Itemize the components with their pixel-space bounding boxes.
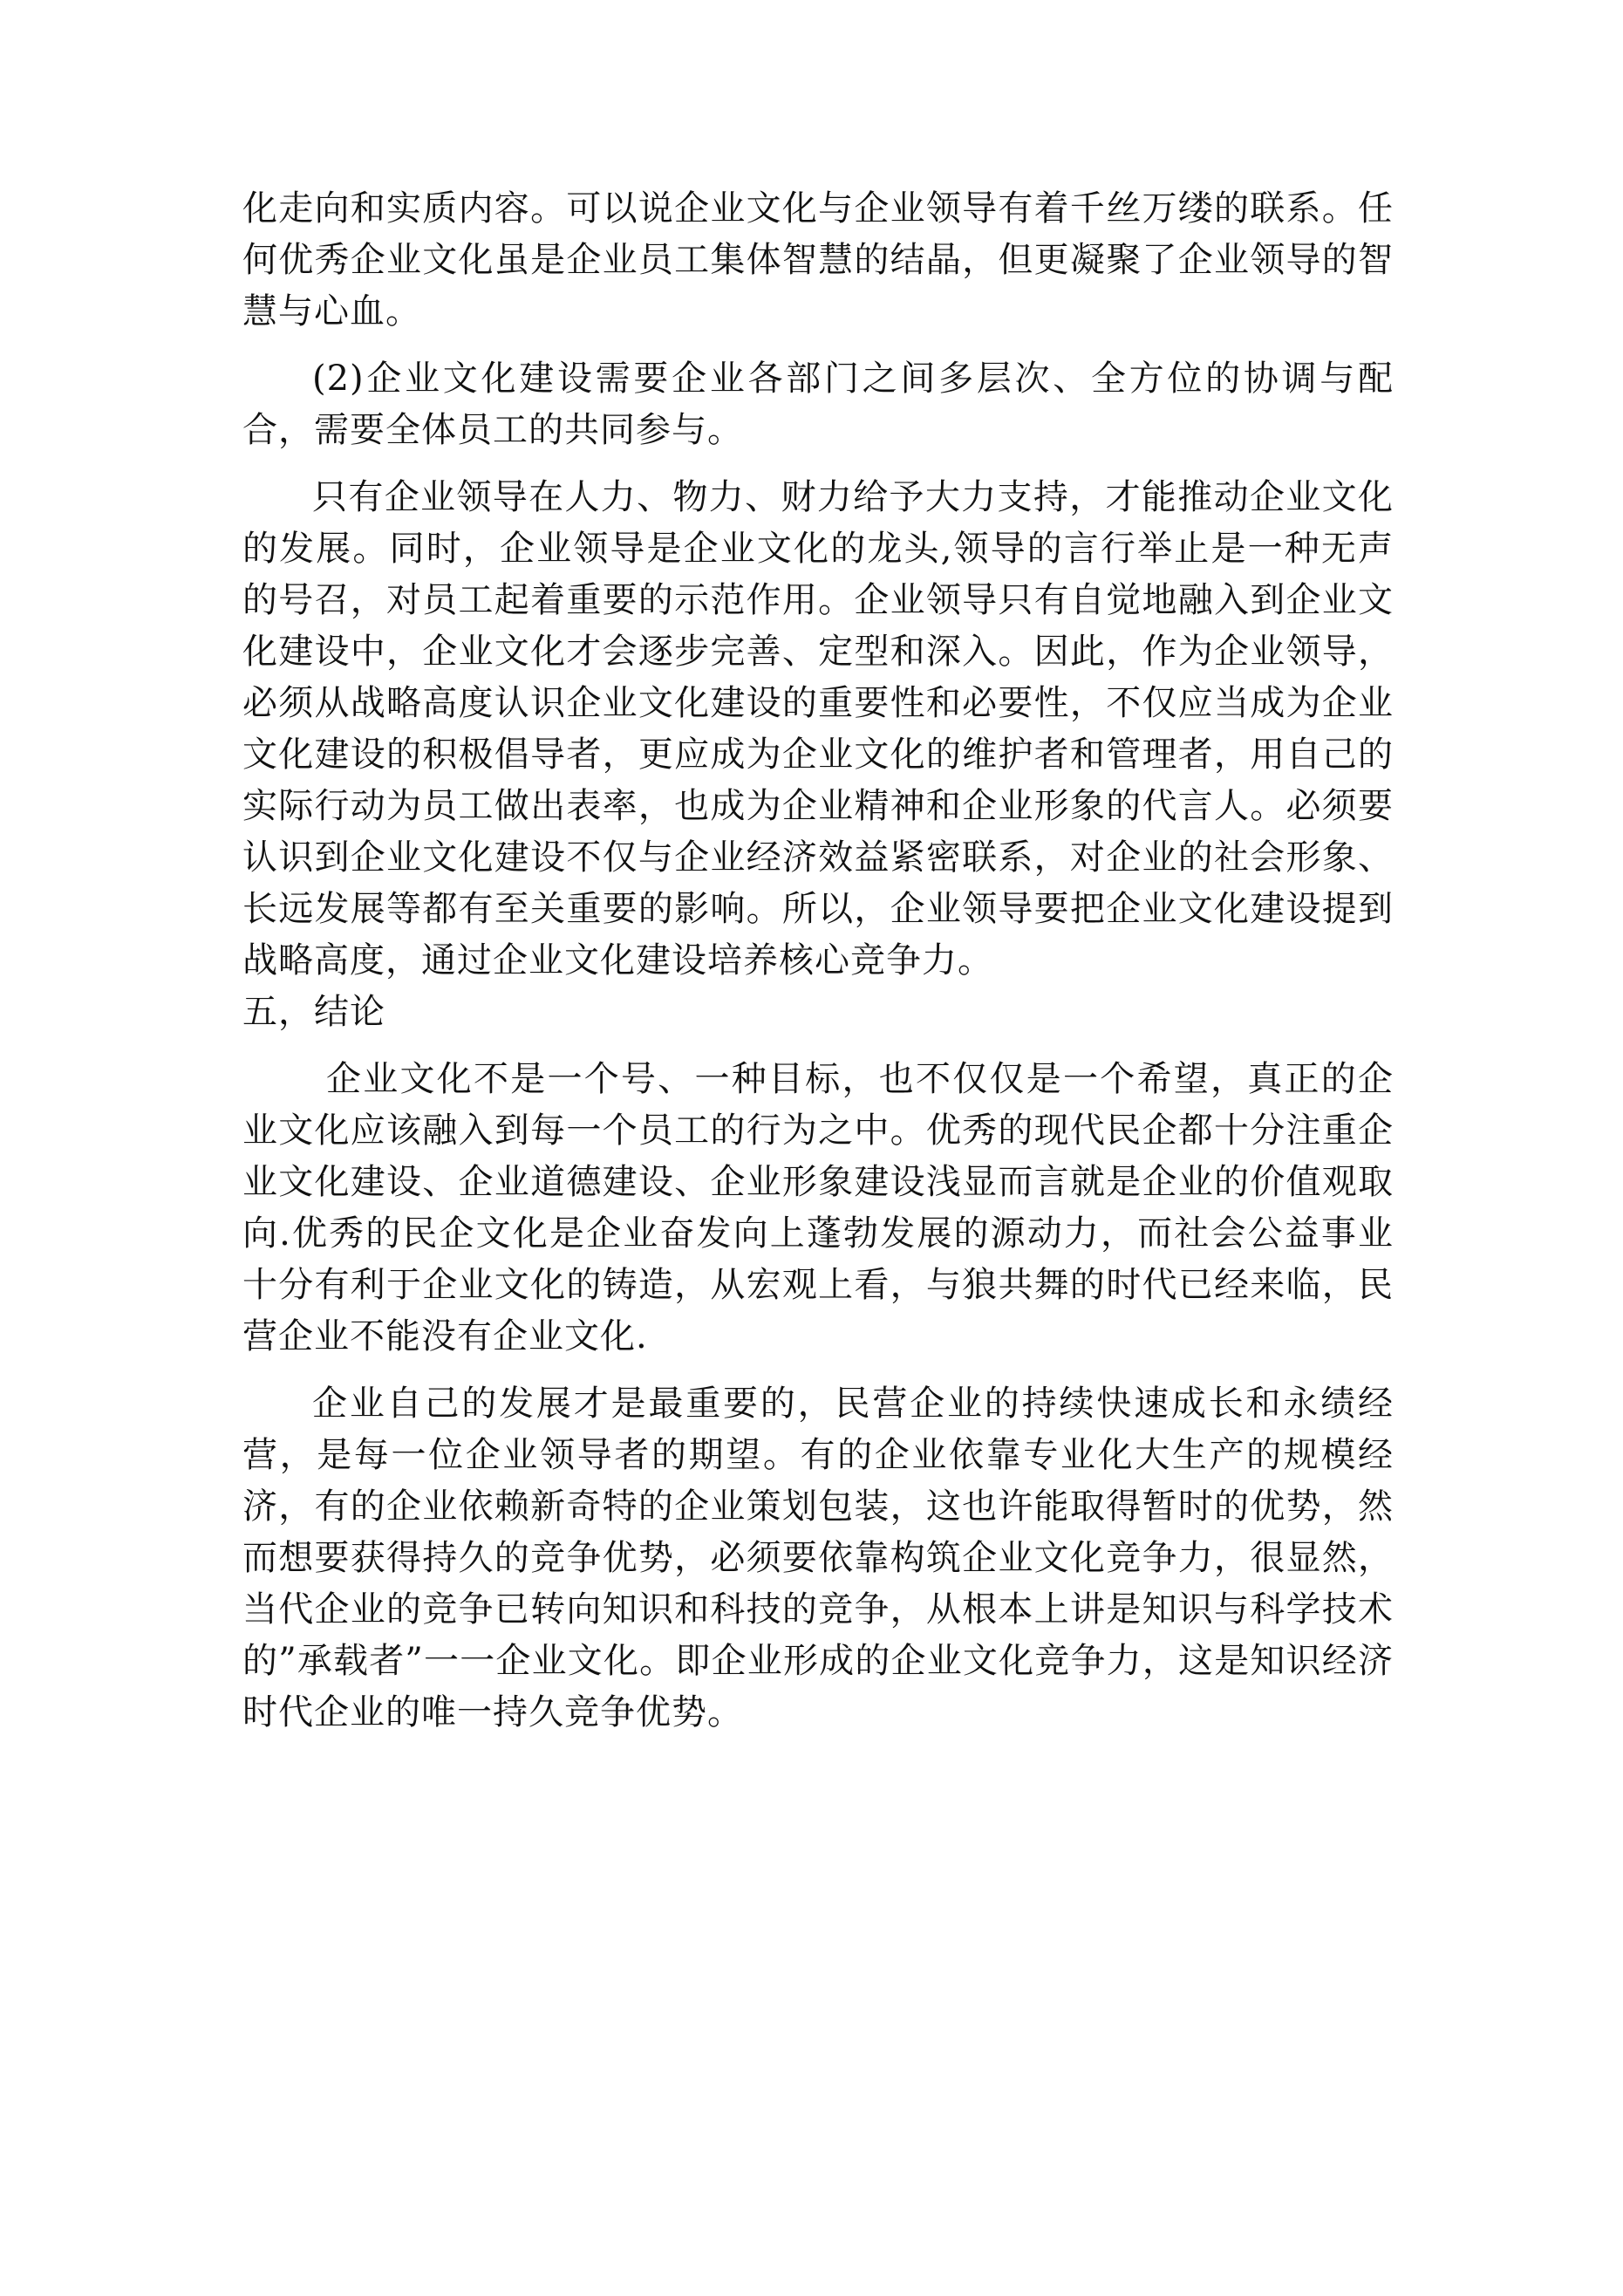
paragraph-leader-support: 只有企业领导在人力、物力、财力给予大力支持，才能推动企业文化的发展。同时，企业领导是企业文化的龙头,领导的言行举止是一种无声的号召，对员工起着重要的示范作用。企业领导只有自觉地融入到企业文化建设中，企业文化才会逐步完善、定型和深入。因此，作为企业领导，必须从战略高度认识企业文化建设的重要性和必要性，不仅应当成为企业文化建设的积极倡导者，更应成为企业文化的维护者和管理者，用自己的实际行动为员工做出表率，也成为企业精神和企业形象的代言人。必须要认识到企业文化建设不仅与企业经济效益紧密联系，对企业的社会形象、长远发展等都有至关重要的影响。所以，企业领导要把企业文化建设提到战略高度，通过企业文化建设培养核心竞争力。 — [242, 477, 1394, 981]
paragraph-conclusion-1: 企业文化不是一个号、一种目标，也不仅仅是一个希望，真正的企业文化应该融入到每一个员工的行为之中。优秀的现代民企都十分注重企业文化建设、企业道德建设、企业形象建设浅显而言就是企业的价值观取向.优秀的民企文化是企业奋发向上蓬勃发展的源动力，而社会公益事业十分有利于企业文化的铸造，从宏观上看，与狼共舞的时代已经来临，民营企业不能没有企业文化. — [242, 1059, 1394, 1356]
document-body — [242, 183, 1394, 1739]
paragraph-conclusion-2: 企业自己的发展才是最重要的，民营企业的持续快速成长和永绩经营，是每一位企业领导者的期望。有的企业依靠专业化大生产的规模经济，有的企业依赖新奇特的企业策划包装，这也许能取得暂时的优势，然而想要获得持久的竞争优势，必须要依靠构筑企业文化竞争力，很显然，当代企业的竞争已转向知识和科技的竞争，从根本上讲是知识与科学技术的”承载者”一一企业文化。即企业形成的企业文化竞争力，这是知识经济时代企业的唯一持久竞争优势。 — [242, 1384, 1394, 1732]
paragraph-leadership-continued: 化走向和实质内容。可以说企业文化与企业领导有着千丝万缕的联系。任何优秀企业文化虽是企业员工集体智慧的结晶，但更凝聚了企业领导的智慧与心血。 — [242, 188, 1394, 331]
paragraph-point-2: (2)企业文化建设需要企业各部门之间多层次、全方位的协调与配合，需要全体员工的共同参与。 — [242, 359, 1394, 450]
section-heading-conclusion: 五，结论 — [242, 992, 385, 1032]
